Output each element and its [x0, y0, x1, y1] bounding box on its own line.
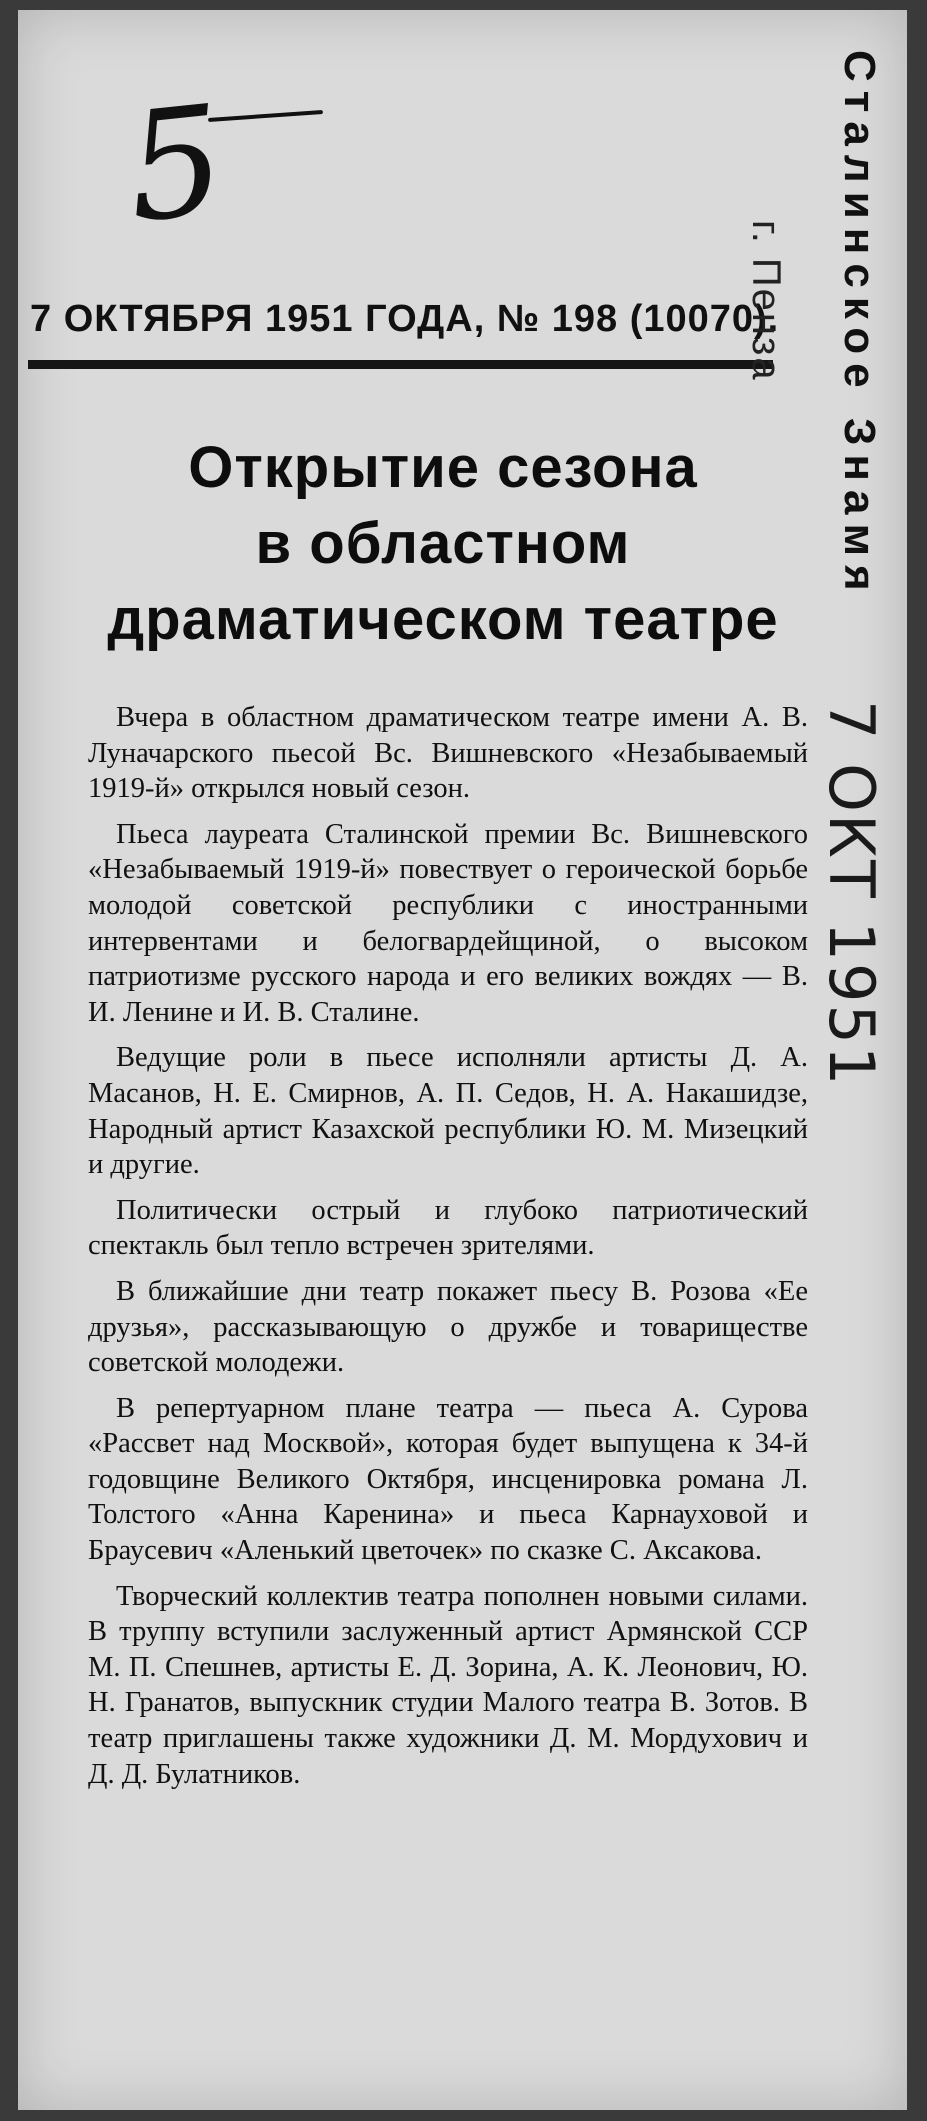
headline-line-2: в областном — [255, 511, 631, 576]
issue-dateline: 7 ОКТЯБРЯ 1951 ГОДА, № 198 (10070). — [30, 298, 780, 340]
header-rule — [28, 360, 773, 369]
newspaper-clipping — [18, 10, 907, 2110]
paragraph: Творческий коллектив театра пополнен новыми силами. В труппу вступили заслуженный артист Армянской ССР М. П. Спешнев, артисты Е. Д. Зорина, А. К. Леонович, Ю. Н. Гранатов, выпускник студии Малого театра В. Зотов. В театр приглашены также художники Д. М. Мордухович и Д. Д. Булатников. — [88, 1580, 808, 1790]
paragraph: Вчера в областном драматическом театре имени А. В. Луначарского пьесой Вс. Вишневского «Незабываемый 1919-й» открылся новый сезон. — [88, 702, 808, 805]
paragraph: Ведущие роли в пьесе исполняли артисты Д. А. Масанов, Н. Е. Смирнов, А. П. Седов, Н. А. Накашидзе, Народный артист Казахской республики Ю. М. Мизецкий и другие. — [88, 1042, 808, 1181]
article-body — [88, 700, 808, 1802]
handwritten-stroke — [208, 110, 323, 122]
paragraph: В ближайшие дни театр покажет пьесу В. Розова «Ее друзья», рассказывающую о дружбе и товариществе советской молодежи. — [88, 1275, 808, 1379]
newspaper-name: Сталинское Знамя — [835, 50, 884, 600]
city-label: г. Пенза — [744, 220, 788, 382]
paragraph: Пьеса лауреата Сталинской премии Вс. Вишневского «Незабываемый 1919-й» повествует о героической борьбе молодой советской республики с иностранными интервентами и белогвардейщиной, о высоком патриотизме русского народа и его великих вождях — В. И. Ленине и И. В. Сталине. — [88, 818, 808, 1028]
paragraph: В репертуарном плане театра — пьеса А. Сурова «Рассвет над Москвой», которая будет выпущена к 34-й годовщине Великого Октября, инсценировка романа Л. Толстого «Анна Каренина» и пьеса Карнауховой и Браусевич «Аленький цветочек» по сказке С. Аксакова. — [88, 1392, 808, 1567]
headline-line-1: Открытие сезона — [188, 435, 698, 500]
handwritten-number: 5 — [119, 73, 233, 257]
date-stamp: 7 ОКТ 1951 — [815, 700, 888, 1088]
article-headline — [73, 430, 813, 658]
paragraph: Политически острый и глубоко патриотический спектакль был тепло встречен зрителями. — [88, 1194, 808, 1262]
headline-line-3: драматическом театре — [107, 587, 779, 652]
